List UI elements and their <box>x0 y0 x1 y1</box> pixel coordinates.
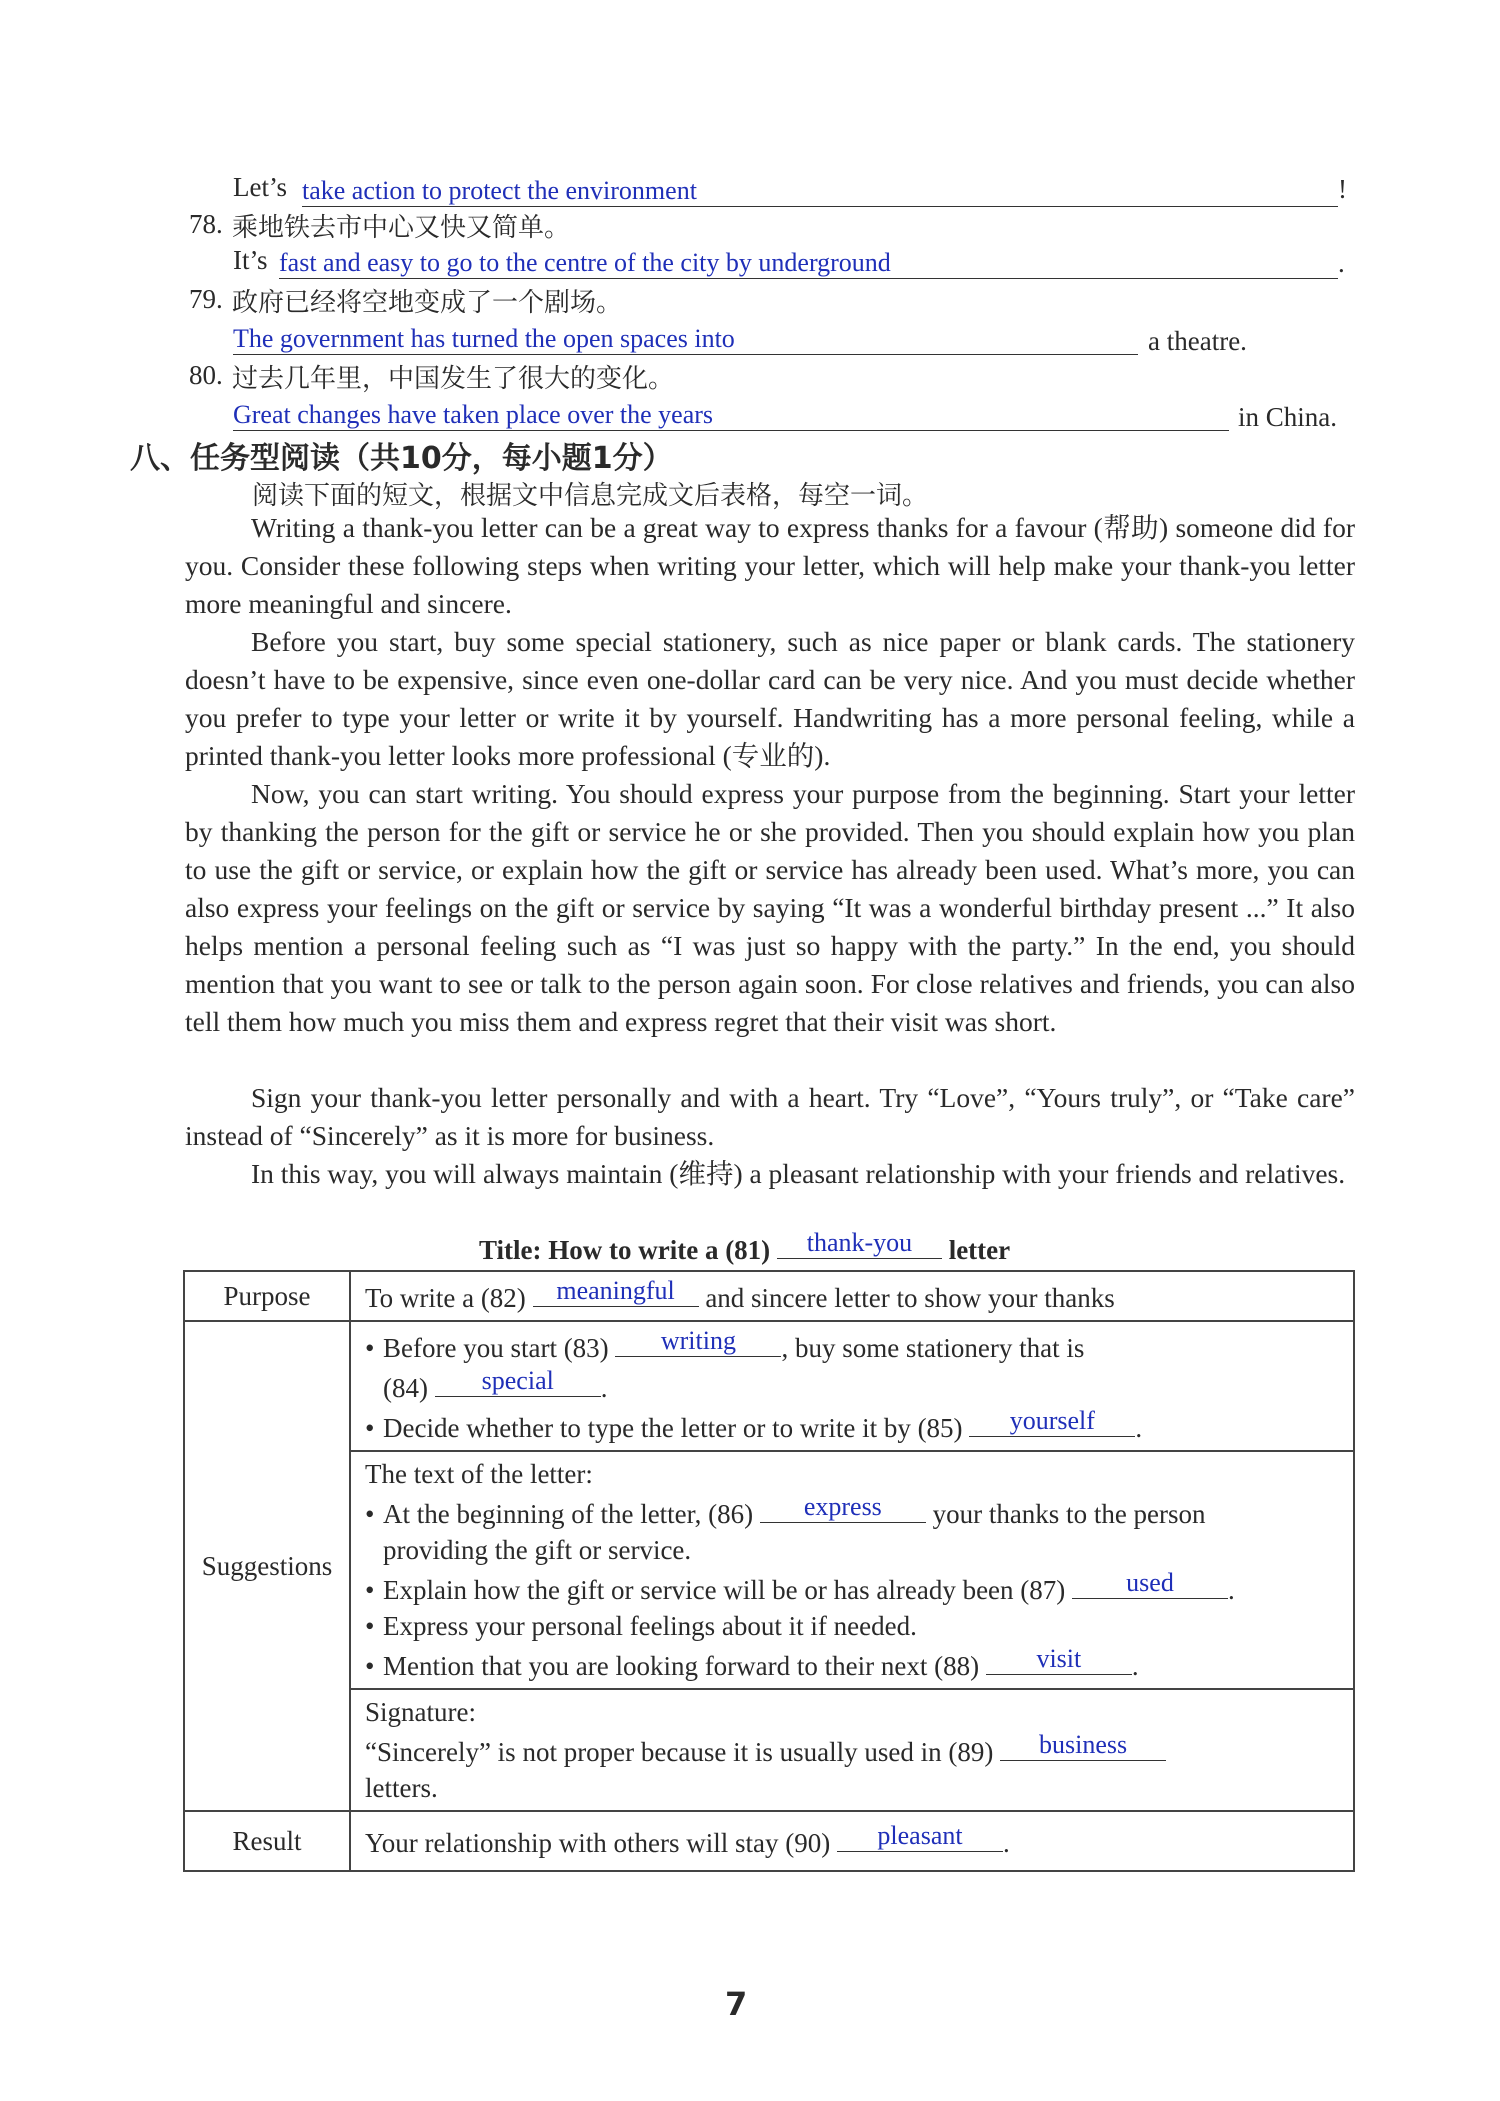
passage-paragraph-3: Now, you can start writing. You should express your purpose from the beginning. Start your letter by thanking the person for the gift or service he or she provided. Then you should explain how you plan to use the gift or service, or explain how the gift or service has already been used. What’s more, you can also express your feelings on the gift or service by saying “It was a wonderful birthday present ...” It also helps mention a personal feeling such as “I was just so happy with the party.” In the end, you should mention that you want to see or talk to the person again soon. For close relatives and friends, you can also tell them how much you miss them and express regret that their visit was short. <box>185 778 1355 1037</box>
q88-blank[interactable] <box>986 1644 1132 1675</box>
q90-prefix: Your relationship with others will stay (90) <box>365 1828 831 1858</box>
q84-suffix: . <box>600 1373 608 1403</box>
q80-number: 80. <box>189 360 223 390</box>
q80-answer: Great changes have taken place over the years <box>233 400 714 429</box>
q90-suffix: . <box>1002 1828 1010 1858</box>
q87-answer: used <box>1126 1568 1174 1597</box>
q88-suffix: . <box>1131 1651 1139 1681</box>
q85-answer: yourself <box>1009 1406 1095 1435</box>
q89-blank[interactable] <box>1000 1730 1166 1761</box>
q87-prefix: Explain how the gift or service will be or has already been (87) <box>383 1575 1066 1605</box>
page-number: 7 <box>725 1985 748 2023</box>
q80-chinese: 过去几年里，中国发生了很大的变化。 <box>232 364 675 394</box>
q90-blank[interactable] <box>837 1821 1003 1852</box>
q82-prefix: To write a (82) <box>365 1283 526 1313</box>
q82-answer: meaningful <box>556 1276 675 1305</box>
q84-blank[interactable] <box>435 1366 601 1397</box>
table-title <box>479 1228 1010 1266</box>
suggestions-row-1 <box>184 1321 1354 1451</box>
q79-suffix: a theatre. <box>1148 326 1247 356</box>
q86-prefix: At the beginning of the letter, (86) <box>383 1499 754 1529</box>
q82-blank[interactable] <box>533 1276 699 1307</box>
q89-answer: business <box>1039 1730 1128 1759</box>
q82-suffix: and sincere letter to show your thanks <box>705 1283 1115 1313</box>
q77-prefix: Let’s <box>233 172 287 202</box>
q80-suffix: in China. <box>1238 402 1337 432</box>
q83-answer: writing <box>660 1326 736 1355</box>
purpose-row <box>184 1271 1354 1321</box>
signature-continuation: letters. <box>365 1773 438 1803</box>
q84-prefix: (84) <box>383 1373 428 1403</box>
q85-blank[interactable] <box>969 1406 1135 1437</box>
q79-chinese: 政府已经将空地变成了一个剧场。 <box>232 288 623 318</box>
q79-answer-line[interactable] <box>233 320 1138 355</box>
q86-suffix: your thanks to the person <box>932 1499 1206 1529</box>
q88-prefix: Mention that you are looking forward to their next (88) <box>383 1651 980 1681</box>
q78-answer-line[interactable] <box>279 244 1338 279</box>
q86-continuation: providing the gift or service. <box>383 1535 692 1565</box>
purpose-cell <box>350 1271 1354 1321</box>
q81-blank[interactable] <box>777 1228 942 1259</box>
passage-paragraph-1: Writing a thank-you letter can be a great way to express thanks for a favour (帮助) someone did for you. Consider these following steps when writing your letter, which will help make your thank-you letter more meaningful and sincere. <box>185 512 1355 619</box>
q77-suffix: ! <box>1338 174 1347 204</box>
q90-answer: pleasant <box>877 1821 963 1850</box>
passage-paragraph-4: Sign your thank-you letter personally and with a heart. Try “Love”, “Yours truly”, or “Take care” instead of “Sincerely” as it is more for business. <box>185 1082 1355 1151</box>
suggestions-cell-2: The text of the letter: • At the beginning of the letter, (86) express your thanks to the person providing the gift or service. • Explain how the gift or service will be or has already been (87) used . • Express your personal feelings about it if needed. • Mention that you are looking forward to their next (88) visit . <box>350 1451 1354 1689</box>
q78-answer: fast and easy to go to the centre of the city by underground <box>279 248 891 277</box>
q78-number: 78. <box>189 209 223 239</box>
express-feelings-item: Express your personal feelings about it if needed. <box>383 1611 917 1641</box>
suggestions-label: Suggestions <box>184 1321 350 1811</box>
q88-answer: visit <box>1036 1644 1082 1673</box>
q78-prefix: It’s <box>233 245 268 275</box>
q85-prefix: Decide whether to type the letter or to write it by (85) <box>383 1413 963 1443</box>
result-label: Result <box>184 1811 350 1871</box>
purpose-label: Purpose <box>184 1271 350 1321</box>
suggestions-row-2 <box>184 1451 1354 1689</box>
q83-suffix: , buy some stationery that is <box>781 1333 1085 1363</box>
task-table <box>183 1270 1355 1872</box>
q80-answer-line[interactable] <box>233 396 1229 431</box>
q87-blank[interactable] <box>1072 1568 1228 1599</box>
passage-paragraph-5: In this way, you will always maintain (维持) a pleasant relationship with your friends and relatives. <box>251 1158 1346 1189</box>
q83-prefix: Before you start (83) <box>383 1333 609 1363</box>
q77-answer-line[interactable] <box>302 172 1338 207</box>
letter-text-heading: The text of the letter: <box>365 1459 593 1489</box>
passage-paragraph-2: Before you start, buy some special stationery, such as nice paper or blank cards. The stationery doesn’t have to be expensive, since even one-dollar card can be very nice. And you must decide whether you prefer to type your letter or write it by yourself. Handwriting has a more personal feeling, while a printed thank-you letter looks more professional (专业的). <box>185 626 1355 771</box>
section-heading: 八、任务型阅读（共10分，每小题1分） <box>130 441 673 476</box>
q85-suffix: . <box>1135 1413 1143 1443</box>
suggestions-cell-1: • Before you start (83) writing , buy some stationery that is (84) special . • Decide whether to type the letter or to write it by (85) yourself . <box>350 1321 1354 1451</box>
q81-answer: thank-you <box>806 1228 913 1257</box>
suggestions-row-3 <box>184 1689 1354 1811</box>
q89-prefix: “Sincerely” is not proper because it is usually used in (89) <box>365 1737 994 1767</box>
signature-heading: Signature: <box>365 1697 476 1727</box>
table-title-suffix: letter <box>948 1235 1011 1265</box>
q83-blank[interactable] <box>615 1326 781 1357</box>
q84-answer: special <box>481 1366 554 1395</box>
q86-answer: express <box>803 1492 882 1521</box>
suggestions-cell-3 <box>350 1689 1354 1811</box>
q79-answer: The government has turned the open spaces into <box>233 324 735 353</box>
q78-chinese: 乘地铁去市中心又快又简单。 <box>232 213 571 243</box>
result-cell <box>350 1811 1354 1871</box>
q87-suffix: . <box>1228 1575 1235 1605</box>
section-instruction: 阅读下面的短文，根据文中信息完成文后表格，每空一词。 <box>252 481 929 511</box>
q79-number: 79. <box>189 284 223 314</box>
table-title-prefix: Title: How to write a (81) <box>479 1235 771 1265</box>
result-row <box>184 1811 1354 1871</box>
q77-answer: take action to protect the environment <box>302 176 697 205</box>
q86-blank[interactable] <box>760 1492 926 1523</box>
q78-suffix: . <box>1338 248 1345 278</box>
